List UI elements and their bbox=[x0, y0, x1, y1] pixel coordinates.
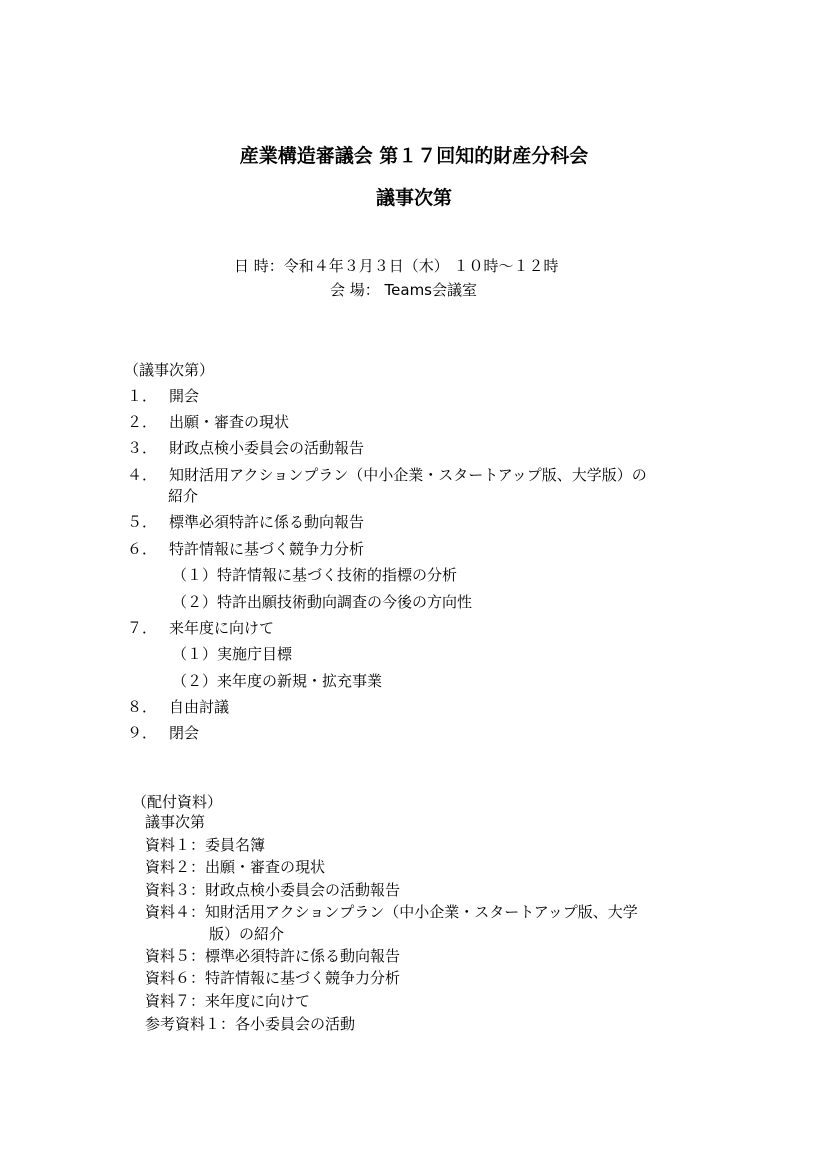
agenda-item-label: 財政点検小委員会の活動報告 bbox=[169, 439, 365, 457]
agenda-item-number: ５． bbox=[127, 513, 158, 531]
agenda-item bbox=[127, 696, 229, 718]
material-item: 資料１：委員名簿 bbox=[145, 836, 266, 854]
meeting-date: 日 時：令和４年３月３日（木） １０時～１２時 bbox=[234, 257, 559, 275]
agenda-item-label: 自由討議 bbox=[169, 698, 230, 716]
material-item: 資料２：出願・審査の現状 bbox=[145, 858, 326, 876]
agenda-item-number: ４． bbox=[127, 466, 158, 484]
document-title: 産業構造審議会 第１７回知的財産分科会 bbox=[239, 145, 589, 167]
document-subtitle: 議事次第 bbox=[375, 187, 452, 209]
material-item: 資料３：財政点検小委員会の活動報告 bbox=[145, 881, 401, 899]
agenda-item bbox=[127, 722, 199, 744]
agenda-heading: （議事次第） bbox=[124, 361, 215, 379]
agenda-item-number: ７． bbox=[127, 619, 158, 637]
agenda-item-label: 特許情報に基づく競争力分析 bbox=[169, 540, 365, 558]
agenda-item-label: 知財活用アクションプラン（中小企業・スタートアップ版、大学版）の bbox=[169, 466, 647, 484]
agenda-item-continuation: 紹介 bbox=[168, 487, 199, 505]
agenda-item bbox=[127, 411, 289, 433]
agenda-item-number: １． bbox=[127, 387, 158, 405]
agenda-sub-item: （１）実施庁目標 bbox=[172, 645, 293, 663]
agenda-item-label: 開会 bbox=[169, 387, 200, 405]
agenda-item-label: 標準必須特許に係る動向報告 bbox=[169, 513, 365, 531]
agenda-item-number: ９． bbox=[127, 724, 158, 742]
agenda-item bbox=[127, 538, 364, 560]
agenda-sub-item: （１）特許情報に基づく技術的指標の分析 bbox=[172, 566, 458, 584]
material-item: 資料６：特許情報に基づく競争力分析 bbox=[145, 969, 401, 987]
agenda-item-label: 閉会 bbox=[169, 724, 200, 742]
agenda-item bbox=[127, 511, 364, 533]
agenda-sub-item: （２）来年度の新規・拡充事業 bbox=[172, 672, 383, 690]
agenda-item-label: 来年度に向けて bbox=[169, 619, 275, 637]
meeting-venue: 会 場： Teams会議室 bbox=[330, 281, 477, 299]
material-item: 資料５：標準必須特許に係る動向報告 bbox=[145, 947, 401, 965]
agenda-item-number: ３． bbox=[127, 439, 158, 457]
material-item-continuation: 版）の紹介 bbox=[209, 925, 285, 943]
material-item: 参考資料１：各小委員会の活動 bbox=[145, 1015, 356, 1033]
agenda-item-number: ２． bbox=[127, 413, 158, 431]
agenda-item-number: ８． bbox=[127, 698, 158, 716]
material-item: 資料７：来年度に向けて bbox=[145, 992, 311, 1010]
material-item: 議事次第 bbox=[145, 813, 206, 831]
agenda-sub-item: （２）特許出願技術動向調査の今後の方向性 bbox=[172, 593, 473, 611]
agenda-item bbox=[127, 437, 364, 459]
material-item: 資料４：知財活用アクションプラン（中小企業・スタートアップ版、大学 bbox=[145, 903, 638, 921]
agenda-item-number: ６． bbox=[127, 540, 158, 558]
agenda-item bbox=[127, 617, 274, 639]
agenda-item bbox=[127, 464, 647, 486]
agenda-item bbox=[127, 385, 199, 407]
materials-heading: （配付資料） bbox=[132, 793, 223, 811]
agenda-item-label: 出願・審査の現状 bbox=[169, 413, 290, 431]
